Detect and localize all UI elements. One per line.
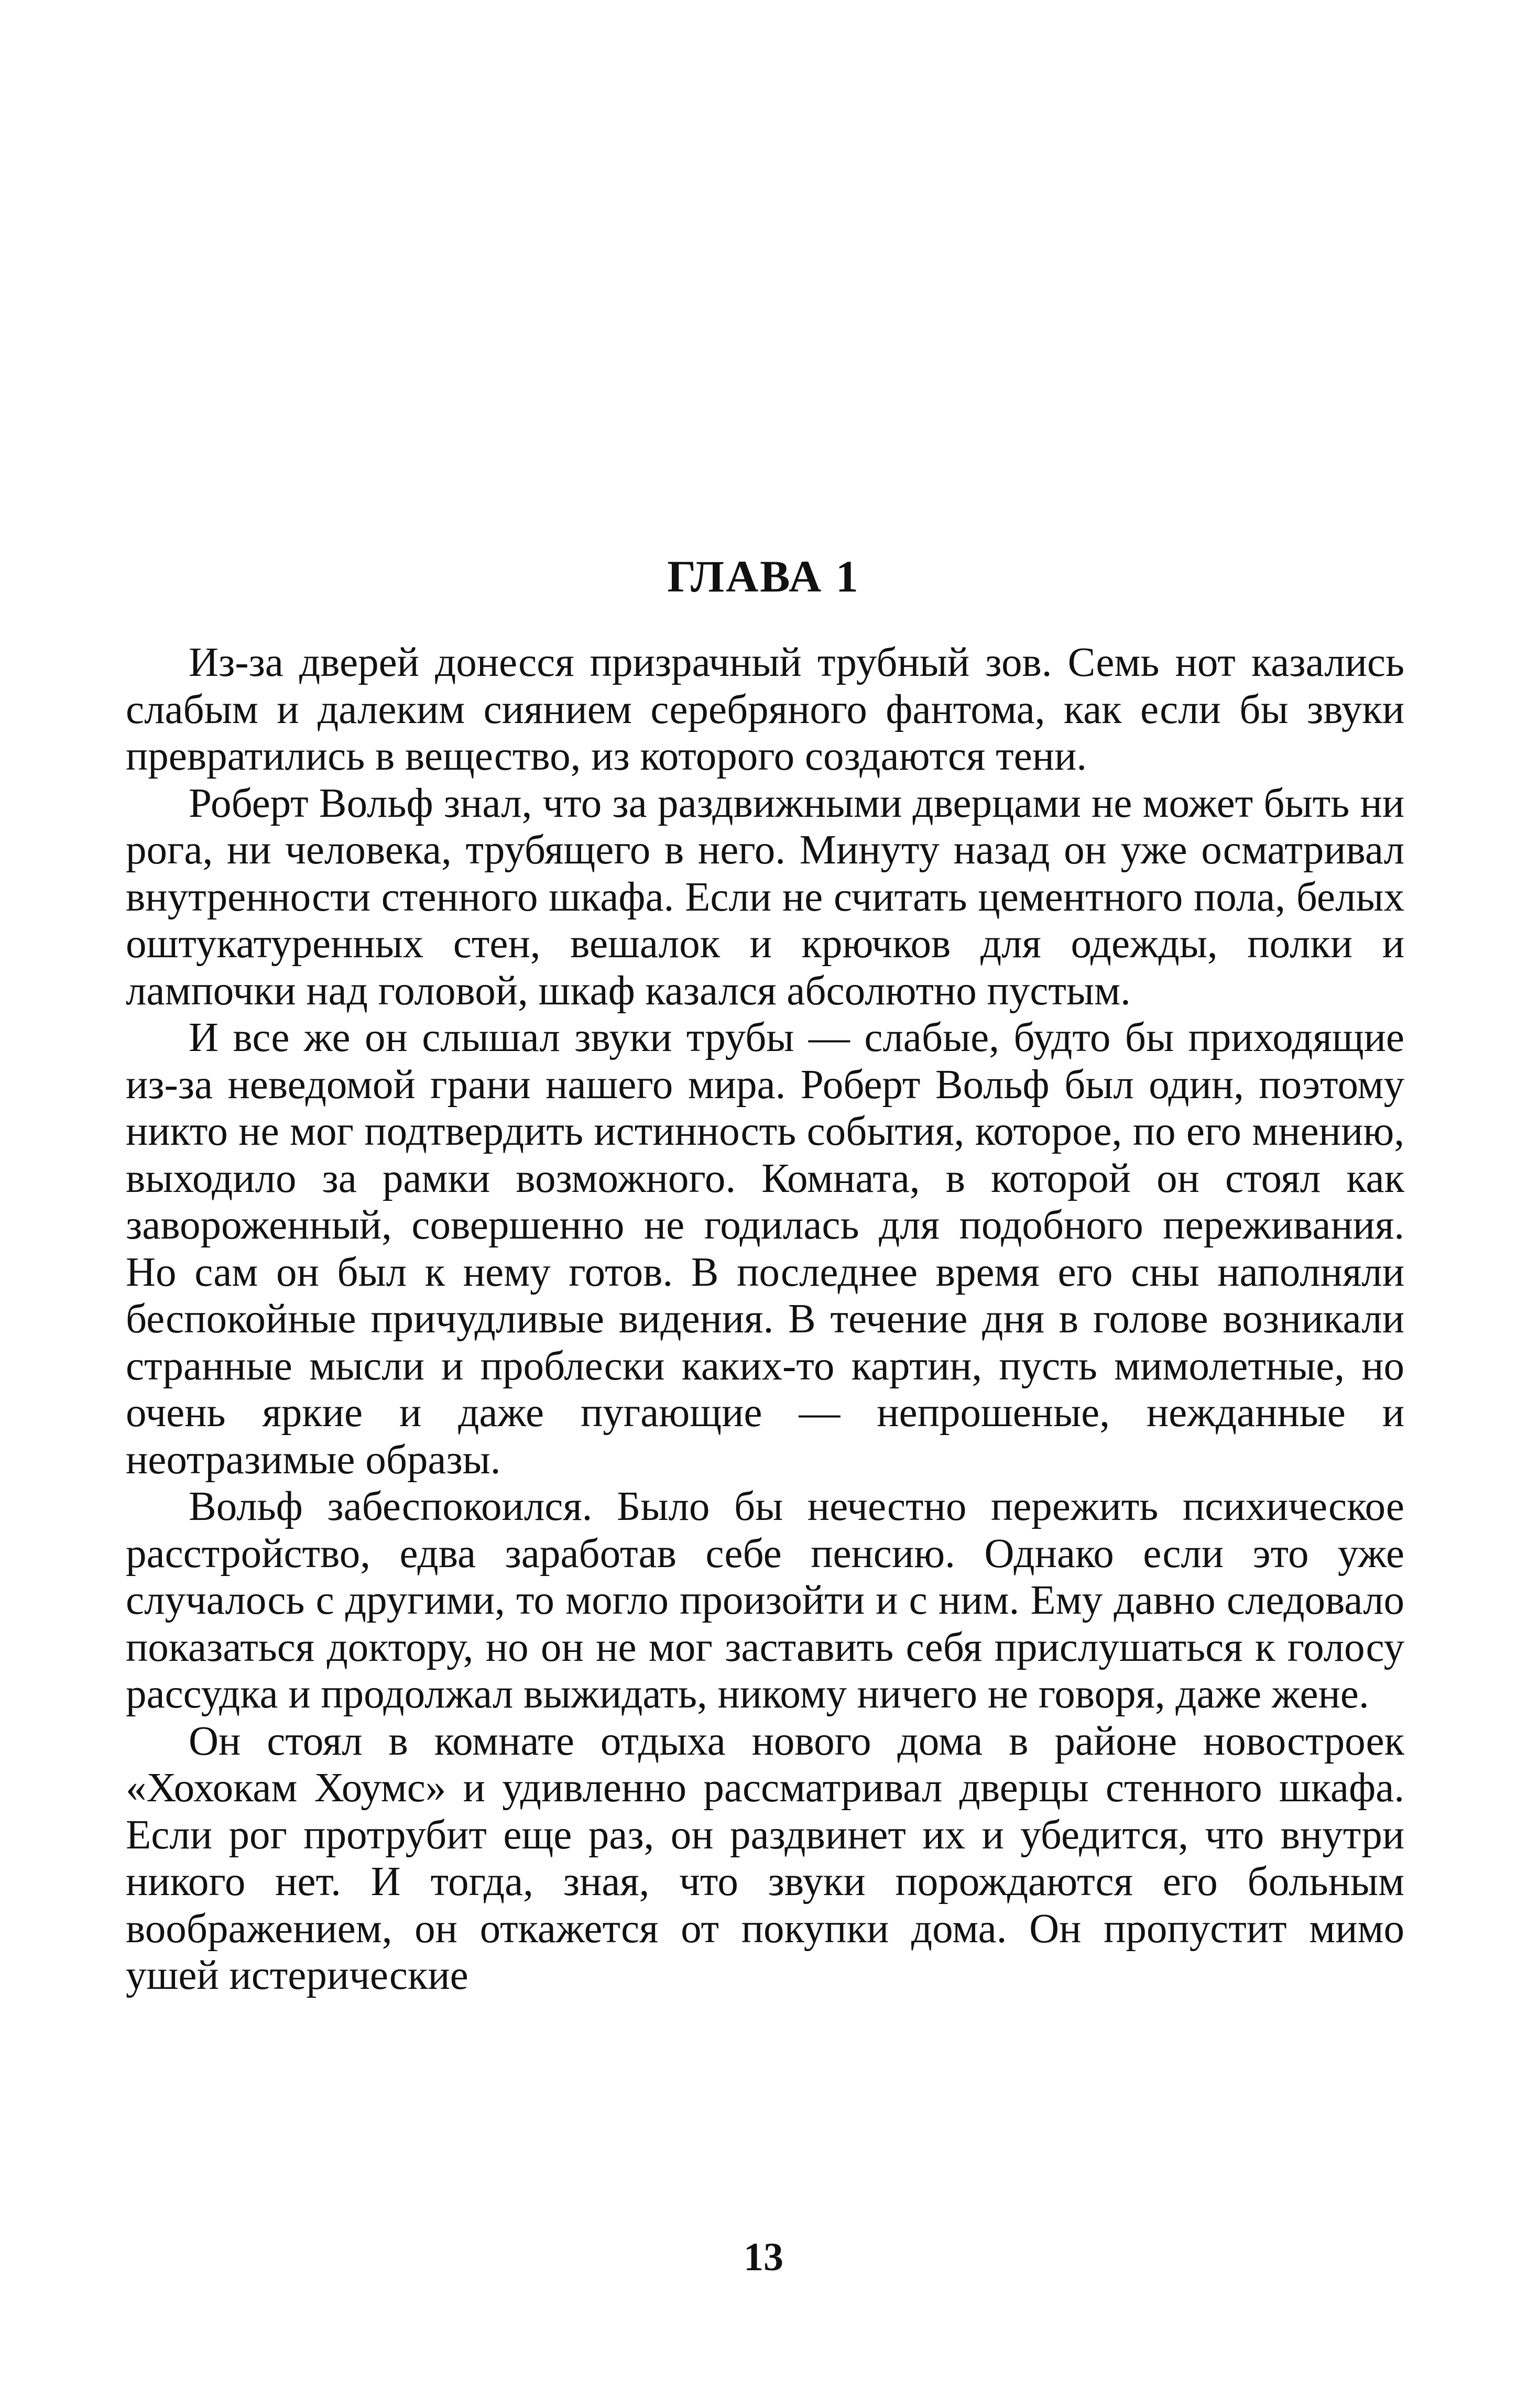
body-text [126, 639, 1404, 1999]
page-number: 13 [744, 2235, 783, 2279]
paragraph: Роберт Вольф знал, что за раздвижными дверцами не может быть ни рога, ни человека, трубящего в него. Минуту назад он уже осматривал внутренности стенного шкафа. Если не считать цементного пола, белых оштукатуренных стен, вешалок и крючков для одежды, полки и лампочки над головой, шкаф казался абсолютно пустым. [126, 780, 1404, 1014]
paragraph: Он стоял в комнате отдыха нового дома в районе новостроек «Хохокам Хоумс» и удивленно рассматривал дверцы стенного шкафа. Если рог протрубит еще раз, он раздвинет их и убедится, что внутри никого нет. И тогда, зная, что звуки порождаются его больным воображением, он откажется от покупки дома. Он пропустит мимо ушей истерические [126, 1718, 1404, 1998]
paragraph: Вольф забеспокоился. Было бы нечестно пережить психическое расстройство, едва заработав себе пенсию. Однако если это уже случалось с другими, то могло произойти и с ним. Ему давно следовало показаться доктору, но он не мог заставить себя прислушаться к голосу рассудка и продолжал выжидать, никому ничего не говоря, даже жене. [126, 1484, 1404, 1717]
paragraph: Из-за дверей донесся призрачный трубный зов. Семь нот казались слабым и далеким сиянием серебряного фантома, как если бы звуки превратились в вещество, из которого создаются тени. [126, 640, 1404, 779]
paragraph: И все же он слышал звуки трубы — слабые, будто бы приходящие из-за неведомой грани нашего мира. Роберт Вольф был один, поэтому никто не мог подтвердить истинность события, которое, по его мнению, выходило за рамки возможного. Комната, в которой он стоял как завороженный, совершенно не годилась для подобного переживания. Но сам он был к нему готов. В последнее время его сны наполняли беспокойные причудливые видения. В течение дня в голове возникали странные мысли и проблески каких-то картин, пусть мимолетные, но очень яркие и даже пугающие — непрошеные, нежданные и неотразимые образы. [126, 1015, 1404, 1483]
chapter-title: ГЛАВА 1 [667, 551, 860, 601]
